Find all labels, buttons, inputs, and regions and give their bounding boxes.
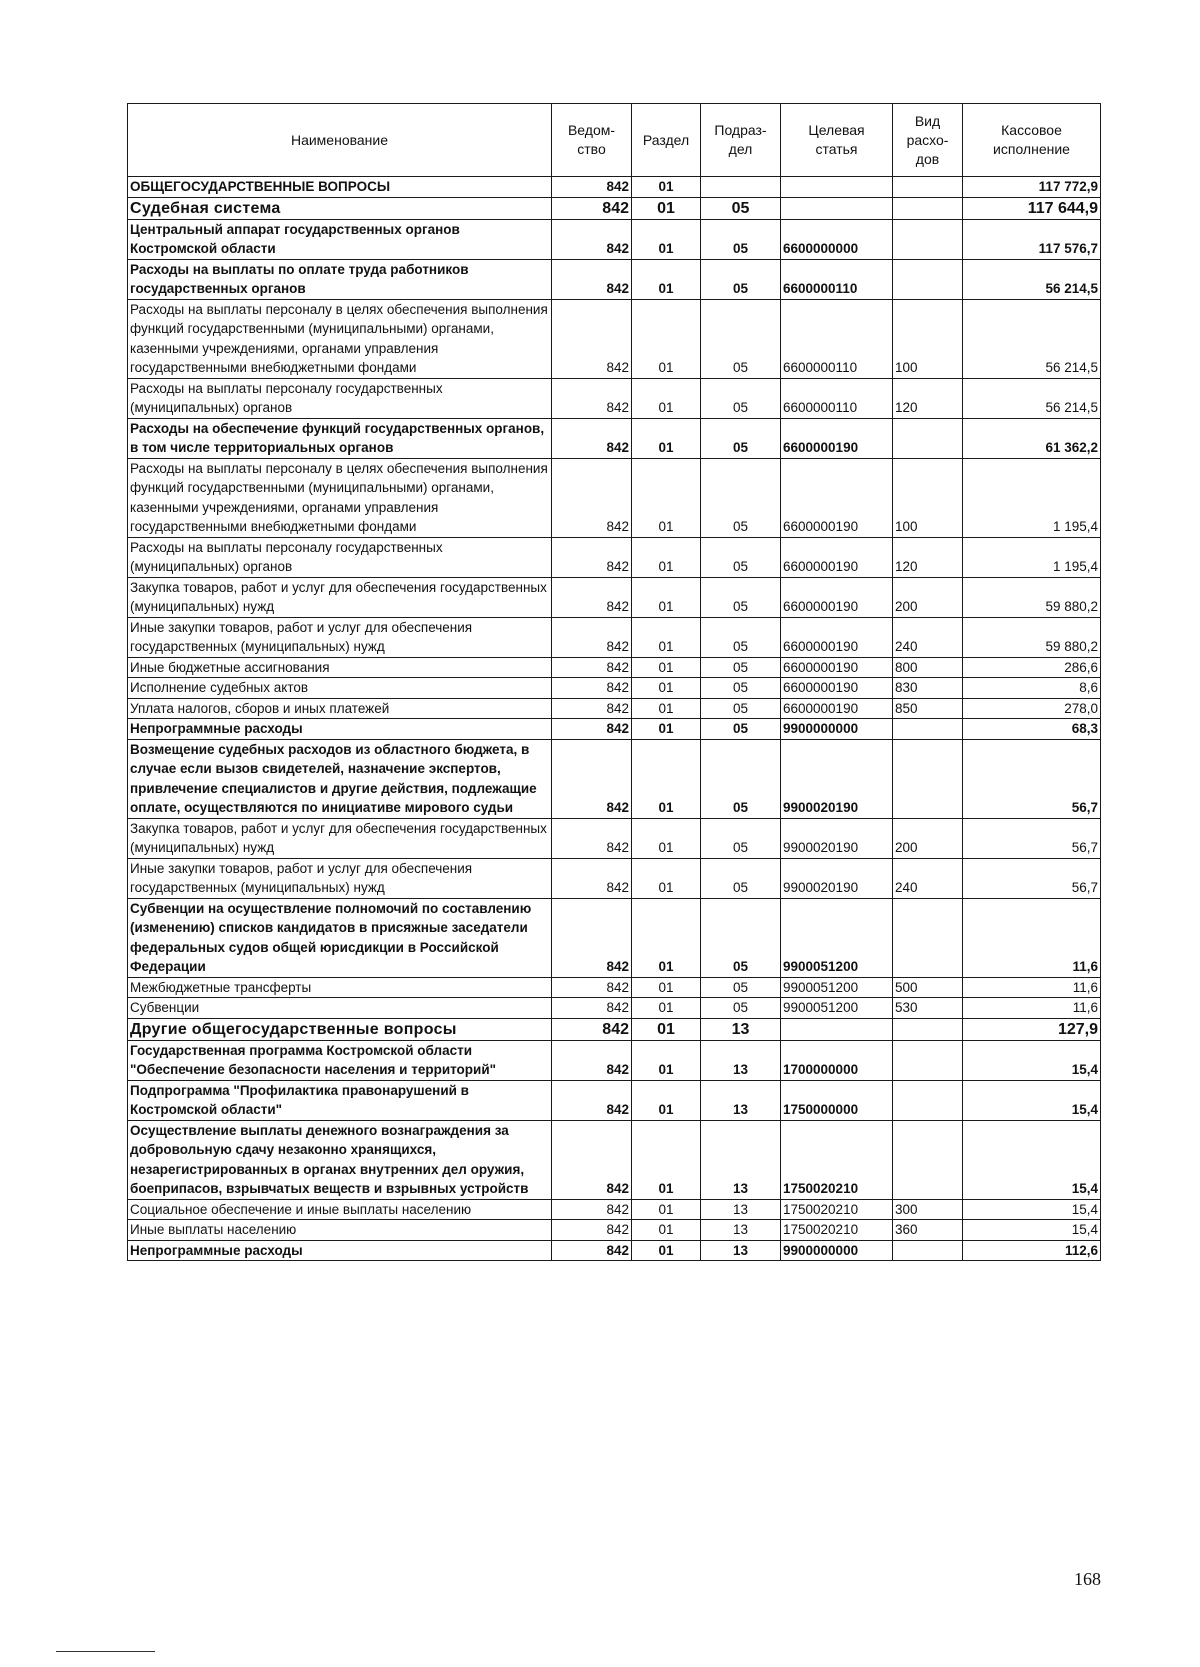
cell-razdel: 01 <box>632 197 701 219</box>
cell-amount: 286,6 <box>963 657 1101 678</box>
table-row <box>128 1220 1101 1241</box>
cell-name: Социальное обеспечение и иные выплаты населению <box>128 1199 552 1220</box>
cell-razdel: 01 <box>632 719 701 740</box>
cell-razdel: 01 <box>632 219 701 259</box>
cell-vid: 240 <box>893 858 963 898</box>
cell-podrazdel: 13 <box>701 1220 781 1241</box>
cell-podrazdel: 13 <box>701 1199 781 1220</box>
cell-vid: 120 <box>893 537 963 577</box>
cell-ved: 842 <box>552 177 632 198</box>
cell-cel: 6600000000 <box>781 219 893 259</box>
cell-cel: 9900051200 <box>781 977 893 998</box>
cell-ved: 842 <box>552 259 632 299</box>
cell-podrazdel: 05 <box>701 678 781 699</box>
table-row <box>128 1120 1101 1199</box>
cell-cel: 6600000190 <box>781 418 893 458</box>
cell-razdel: 01 <box>632 259 701 299</box>
col-header-name: Наименование <box>128 104 552 177</box>
cell-razdel: 01 <box>632 458 701 537</box>
table-row <box>128 818 1101 858</box>
table-row <box>128 1080 1101 1120</box>
cell-cel: 6600000190 <box>781 577 893 617</box>
table-row <box>128 1040 1101 1080</box>
cell-name: Центральный аппарат государственных органов Костромской области <box>128 219 552 259</box>
cell-cel: 9900051200 <box>781 998 893 1019</box>
cell-ved: 842 <box>552 458 632 537</box>
cell-amount: 1 195,4 <box>963 537 1101 577</box>
cell-vid <box>893 219 963 259</box>
cell-name: Осуществление выплаты денежного вознаграждения за добровольную сдачу незаконно хранящихся, незарегистрированных в органах внутренних дел оружия, боеприпасов, взрывчатых веществ и взрывных устройств <box>128 1120 552 1199</box>
cell-cel <box>781 1018 893 1040</box>
cell-amount: 117 576,7 <box>963 219 1101 259</box>
table-row <box>128 719 1101 740</box>
table-row <box>128 418 1101 458</box>
cell-ved: 842 <box>552 378 632 418</box>
cell-amount: 56,7 <box>963 858 1101 898</box>
cell-podrazdel: 05 <box>701 537 781 577</box>
cell-name: Расходы на выплаты персоналу государственных (муниципальных) органов <box>128 378 552 418</box>
cell-ved: 842 <box>552 299 632 378</box>
col-header-razdel: Раздел <box>632 104 701 177</box>
cell-cel <box>781 177 893 198</box>
cell-cel: 6600000190 <box>781 698 893 719</box>
cell-podrazdel: 05 <box>701 739 781 818</box>
cell-vid <box>893 1240 963 1261</box>
cell-razdel: 01 <box>632 299 701 378</box>
cell-cel: 9900020190 <box>781 818 893 858</box>
cell-name: Исполнение судебных актов <box>128 678 552 699</box>
table-row <box>128 678 1101 699</box>
table-row <box>128 177 1101 198</box>
cell-vid: 200 <box>893 818 963 858</box>
table-row <box>128 739 1101 818</box>
cell-ved: 842 <box>552 537 632 577</box>
cell-vid: 850 <box>893 698 963 719</box>
table-row <box>128 537 1101 577</box>
cell-name: Возмещение судебных расходов из областного бюджета, в случае если вызов свидетелей, назначение экспертов, привлечение специалистов и другие действия, подлежащие оплате, осуществляются по инициативе мирового судьи <box>128 739 552 818</box>
cell-ved: 842 <box>552 1240 632 1261</box>
cell-name: Расходы на выплаты по оплате труда работников государственных органов <box>128 259 552 299</box>
cell-vid <box>893 739 963 818</box>
table-row <box>128 698 1101 719</box>
cell-vid <box>893 1040 963 1080</box>
cell-name: Непрограммные расходы <box>128 719 552 740</box>
cell-name: Другие общегосударственные вопросы <box>128 1018 552 1040</box>
cell-ved: 842 <box>552 418 632 458</box>
cell-ved: 842 <box>552 1018 632 1040</box>
cell-podrazdel: 05 <box>701 617 781 657</box>
cell-vid: 100 <box>893 299 963 378</box>
cell-amount: 127,9 <box>963 1018 1101 1040</box>
table-row <box>128 577 1101 617</box>
cell-razdel: 01 <box>632 378 701 418</box>
cell-cel: 1700000000 <box>781 1040 893 1080</box>
cell-ved: 842 <box>552 678 632 699</box>
cell-name: ОБЩЕГОСУДАРСТВЕННЫЕ ВОПРОСЫ <box>128 177 552 198</box>
cell-amount: 59 880,2 <box>963 577 1101 617</box>
cell-vid <box>893 1080 963 1120</box>
cell-amount: 68,3 <box>963 719 1101 740</box>
cell-cel: 6600000190 <box>781 617 893 657</box>
cell-razdel: 01 <box>632 898 701 977</box>
cell-amount: 56,7 <box>963 739 1101 818</box>
cell-podrazdel: 05 <box>701 378 781 418</box>
cell-vid <box>893 418 963 458</box>
cell-name: Закупка товаров, работ и услуг для обеспечения государственных (муниципальных) нужд <box>128 577 552 617</box>
cell-vid: 240 <box>893 617 963 657</box>
cell-podrazdel: 13 <box>701 1120 781 1199</box>
cell-ved: 842 <box>552 617 632 657</box>
table-row <box>128 998 1101 1019</box>
cell-podrazdel: 05 <box>701 719 781 740</box>
cell-cel: 1750020210 <box>781 1220 893 1241</box>
cell-amount: 117 772,9 <box>963 177 1101 198</box>
cell-amount: 11,6 <box>963 998 1101 1019</box>
cell-name: Иные закупки товаров, работ и услуг для обеспечения государственных (муниципальных) нужд <box>128 858 552 898</box>
cell-ved: 842 <box>552 898 632 977</box>
cell-vid: 360 <box>893 1220 963 1241</box>
cell-razdel: 01 <box>632 177 701 198</box>
cell-ved: 842 <box>552 577 632 617</box>
cell-vid: 500 <box>893 977 963 998</box>
table-row <box>128 299 1101 378</box>
cell-podrazdel: 05 <box>701 577 781 617</box>
cell-name: Иные бюджетные ассигнования <box>128 657 552 678</box>
table-row <box>128 1199 1101 1220</box>
col-header-kass: Кассовое исполнение <box>963 104 1101 177</box>
cell-cel: 6600000110 <box>781 259 893 299</box>
cell-amount: 15,4 <box>963 1199 1101 1220</box>
table-row <box>128 657 1101 678</box>
table-row <box>128 458 1101 537</box>
cell-vid <box>893 898 963 977</box>
cell-podrazdel: 05 <box>701 219 781 259</box>
cell-razdel: 01 <box>632 657 701 678</box>
cell-cel: 6600000190 <box>781 537 893 577</box>
footer-rule <box>56 1651 155 1652</box>
cell-name: Иные закупки товаров, работ и услуг для обеспечения государственных (муниципальных) нужд <box>128 617 552 657</box>
cell-ved: 842 <box>552 1080 632 1120</box>
cell-amount: 11,6 <box>963 898 1101 977</box>
cell-ved: 842 <box>552 858 632 898</box>
cell-amount: 56,7 <box>963 818 1101 858</box>
cell-razdel: 01 <box>632 998 701 1019</box>
cell-podrazdel: 05 <box>701 898 781 977</box>
cell-amount: 278,0 <box>963 698 1101 719</box>
cell-ved: 842 <box>552 977 632 998</box>
cell-name: Государственная программа Костромской области "Обеспечение безопасности населения и территорий" <box>128 1040 552 1080</box>
col-header-ved: Ведом- ство <box>552 104 632 177</box>
cell-ved: 842 <box>552 197 632 219</box>
cell-razdel: 01 <box>632 1220 701 1241</box>
cell-razdel: 01 <box>632 1199 701 1220</box>
cell-ved: 842 <box>552 657 632 678</box>
cell-razdel: 01 <box>632 577 701 617</box>
cell-amount: 8,6 <box>963 678 1101 699</box>
cell-cel: 9900020190 <box>781 739 893 818</box>
cell-name: Непрограммные расходы <box>128 1240 552 1261</box>
cell-vid: 200 <box>893 577 963 617</box>
cell-name: Закупка товаров, работ и услуг для обеспечения государственных (муниципальных) нужд <box>128 818 552 858</box>
table-row <box>128 1018 1101 1040</box>
cell-cel: 6600000190 <box>781 458 893 537</box>
cell-ved: 842 <box>552 1040 632 1080</box>
cell-razdel: 01 <box>632 537 701 577</box>
cell-cel: 1750020210 <box>781 1199 893 1220</box>
cell-cel: 1750020210 <box>781 1120 893 1199</box>
table-row <box>128 898 1101 977</box>
cell-name: Расходы на выплаты персоналу в целях обеспечения выполнения функций государственными (муниципальными) органами, казенными учреждениями, органами управления государственными внебюджетными фондами <box>128 299 552 378</box>
cell-cel: 6600000190 <box>781 657 893 678</box>
cell-ved: 842 <box>552 1120 632 1199</box>
cell-razdel: 01 <box>632 617 701 657</box>
cell-amount: 15,4 <box>963 1220 1101 1241</box>
cell-amount: 15,4 <box>963 1120 1101 1199</box>
cell-amount: 56 214,5 <box>963 259 1101 299</box>
cell-vid <box>893 1120 963 1199</box>
cell-vid <box>893 1018 963 1040</box>
cell-razdel: 01 <box>632 1240 701 1261</box>
cell-podrazdel: 05 <box>701 458 781 537</box>
cell-vid <box>893 177 963 198</box>
cell-amount: 117 644,9 <box>963 197 1101 219</box>
cell-ved: 842 <box>552 698 632 719</box>
table-row <box>128 259 1101 299</box>
cell-ved: 842 <box>552 998 632 1019</box>
table-row <box>128 378 1101 418</box>
cell-cel: 9900020190 <box>781 858 893 898</box>
cell-amount: 56 214,5 <box>963 299 1101 378</box>
cell-podrazdel: 05 <box>701 259 781 299</box>
table-row <box>128 977 1101 998</box>
cell-name: Межбюджетные трансферты <box>128 977 552 998</box>
cell-name: Судебная система <box>128 197 552 219</box>
cell-vid: 100 <box>893 458 963 537</box>
cell-podrazdel: 13 <box>701 1018 781 1040</box>
cell-cel: 1750000000 <box>781 1080 893 1120</box>
cell-razdel: 01 <box>632 977 701 998</box>
table-header <box>128 104 1101 177</box>
cell-name: Субвенции <box>128 998 552 1019</box>
cell-amount: 1 195,4 <box>963 458 1101 537</box>
cell-name: Расходы на выплаты персоналу государственных (муниципальных) органов <box>128 537 552 577</box>
cell-name: Расходы на обеспечение функций государственных органов, в том числе территориальных органов <box>128 418 552 458</box>
cell-amount: 112,6 <box>963 1240 1101 1261</box>
cell-cel: 6600000110 <box>781 299 893 378</box>
cell-razdel: 01 <box>632 739 701 818</box>
cell-podrazdel: 05 <box>701 998 781 1019</box>
table-row <box>128 858 1101 898</box>
table-row <box>128 197 1101 219</box>
col-header-vid: Вид расхо- дов <box>893 104 963 177</box>
cell-razdel: 01 <box>632 818 701 858</box>
cell-name: Субвенции на осуществление полномочий по составлению (изменению) списков кандидатов в присяжные заседатели федеральных судов общей юрисдикции в Российской Федерации <box>128 898 552 977</box>
cell-podrazdel: 13 <box>701 1240 781 1261</box>
cell-ved: 842 <box>552 739 632 818</box>
cell-amount: 11,6 <box>963 977 1101 998</box>
table-body <box>128 177 1101 1261</box>
cell-vid: 120 <box>893 378 963 418</box>
cell-ved: 842 <box>552 1220 632 1241</box>
cell-cel <box>781 197 893 219</box>
cell-vid <box>893 259 963 299</box>
cell-amount: 15,4 <box>963 1040 1101 1080</box>
cell-podrazdel: 05 <box>701 818 781 858</box>
cell-podrazdel: 05 <box>701 197 781 219</box>
cell-podrazdel: 05 <box>701 657 781 678</box>
table-row <box>128 1240 1101 1261</box>
cell-amount: 15,4 <box>963 1080 1101 1120</box>
cell-cel: 6600000190 <box>781 678 893 699</box>
cell-podrazdel: 05 <box>701 698 781 719</box>
cell-ved: 842 <box>552 719 632 740</box>
cell-name: Подпрограмма "Профилактика правонарушений в Костромской области" <box>128 1080 552 1120</box>
cell-amount: 61 362,2 <box>963 418 1101 458</box>
cell-podrazdel: 13 <box>701 1080 781 1120</box>
cell-vid <box>893 197 963 219</box>
page-number: 168 <box>1074 1569 1101 1589</box>
cell-vid: 300 <box>893 1199 963 1220</box>
cell-razdel: 01 <box>632 858 701 898</box>
cell-podrazdel: 05 <box>701 977 781 998</box>
cell-razdel: 01 <box>632 1040 701 1080</box>
cell-razdel: 01 <box>632 678 701 699</box>
cell-ved: 842 <box>552 1199 632 1220</box>
cell-podrazdel <box>701 177 781 198</box>
cell-razdel: 01 <box>632 1080 701 1120</box>
cell-vid: 530 <box>893 998 963 1019</box>
cell-name: Уплата налогов, сборов и иных платежей <box>128 698 552 719</box>
cell-ved: 842 <box>552 219 632 259</box>
budget-table <box>127 103 1101 1261</box>
cell-razdel: 01 <box>632 1018 701 1040</box>
cell-podrazdel: 05 <box>701 418 781 458</box>
table-row <box>128 617 1101 657</box>
table-row <box>128 219 1101 259</box>
col-header-podrazdel: Подраз- дел <box>701 104 781 177</box>
cell-name: Расходы на выплаты персоналу в целях обеспечения выполнения функций государственными (муниципальными) органами, казенными учреждениями, органами управления государственными внебюджетными фондами <box>128 458 552 537</box>
cell-razdel: 01 <box>632 1120 701 1199</box>
cell-razdel: 01 <box>632 418 701 458</box>
cell-razdel: 01 <box>632 698 701 719</box>
cell-vid: 800 <box>893 657 963 678</box>
cell-amount: 56 214,5 <box>963 378 1101 418</box>
cell-cel: 6600000110 <box>781 378 893 418</box>
cell-cel: 9900051200 <box>781 898 893 977</box>
cell-vid: 830 <box>893 678 963 699</box>
cell-cel: 9900000000 <box>781 1240 893 1261</box>
cell-ved: 842 <box>552 818 632 858</box>
cell-vid <box>893 719 963 740</box>
cell-amount: 59 880,2 <box>963 617 1101 657</box>
cell-name: Иные выплаты населению <box>128 1220 552 1241</box>
cell-podrazdel: 05 <box>701 299 781 378</box>
cell-cel: 9900000000 <box>781 719 893 740</box>
cell-podrazdel: 05 <box>701 858 781 898</box>
col-header-cel: Целевая статья <box>781 104 893 177</box>
cell-podrazdel: 13 <box>701 1040 781 1080</box>
